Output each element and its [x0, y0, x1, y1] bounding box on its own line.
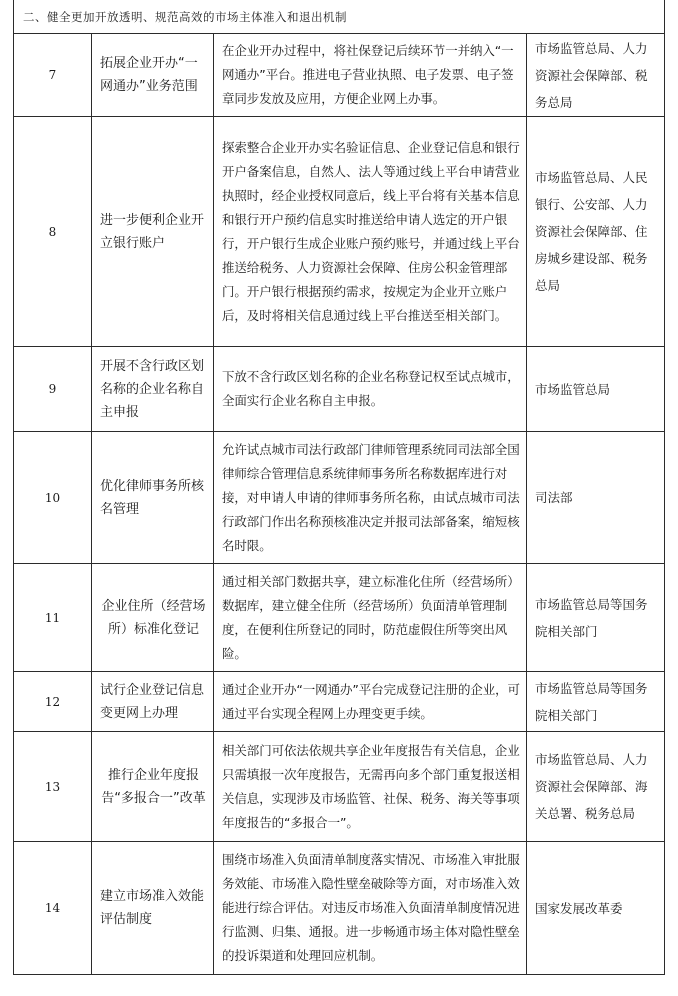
- responsible-departments: 市场监管总局、人力资源社会保障部、海关总署、税务总局: [527, 732, 665, 842]
- measure-description: 相关部门可依法依规共享企业年度报告有关信息，企业只需填报一次年度报告，无需再向多个部门重复报送相关信息，实现涉及市场监管、社保、税务、海关等事项年度报告的“多报合一”。: [214, 732, 527, 842]
- measure-title: 建立市场准入效能评估制度: [92, 842, 214, 975]
- measure-title: 开展不含行政区划名称的企业名称自主申报: [92, 347, 214, 432]
- table-row: [14, 117, 665, 347]
- responsible-departments: 市场监管总局等国务院相关部门: [527, 672, 665, 732]
- reform-measures-table: [13, 0, 665, 975]
- row-number: 10: [14, 432, 92, 564]
- measure-title: 企业住所（经营场所）标准化登记: [92, 564, 214, 672]
- measure-description: 通过企业开办“一网通办”平台完成登记注册的企业，可通过平台实现全程网上办理变更手续。: [214, 672, 527, 732]
- row-number: 14: [14, 842, 92, 975]
- measure-title: 拓展企业开办“一网通办”业务范围: [92, 34, 214, 117]
- responsible-departments: 国家发展改革委: [527, 842, 665, 975]
- responsible-departments: 市场监管总局、人力资源社会保障部、税务总局: [527, 34, 665, 117]
- row-number: 13: [14, 732, 92, 842]
- measure-title: 优化律师事务所核名管理: [92, 432, 214, 564]
- responsible-departments: 司法部: [527, 432, 665, 564]
- table-row: [14, 564, 665, 672]
- row-number: 8: [14, 117, 92, 347]
- table-row: [14, 842, 665, 975]
- table-row: [14, 432, 665, 564]
- measure-description: 通过相关部门数据共享，建立标准化住所（经营场所）数据库，建立健全住所（经营场所）负面清单管理制度，在便利住所登记的同时，防范虚假住所等突出风险。: [214, 564, 527, 672]
- measure-description: 允许试点城市司法行政部门律师管理系统同司法部全国律师综合管理信息系统律师事务所名称数据库进行对接，对申请人申请的律师事务所名称，由试点城市司法行政部门作出名称预核准决定并报司法部备案，缩短核名时限。: [214, 432, 527, 564]
- table-row: [14, 672, 665, 732]
- measure-title: 试行企业登记信息变更网上办理: [92, 672, 214, 732]
- measure-description: 下放不含行政区划名称的企业名称登记权至试点城市，全面实行企业名称自主申报。: [214, 347, 527, 432]
- row-number: 7: [14, 34, 92, 117]
- responsible-departments: 市场监管总局: [527, 347, 665, 432]
- table-row: [14, 34, 665, 117]
- measure-description: 探索整合企业开办实名验证信息、企业登记信息和银行开户备案信息，自然人、法人等通过线上平台申请营业执照时，经企业授权同意后，线上平台将有关基本信息和银行开户预约信息实时推送给申请人选定的开户银行，开户银行生成企业账户预约账号，并通过线上平台推送给税务、人力资源社会保障、住房公积金管理部门。开户银行根据预约需求，按规定为企业开立账户后，及时将相关信息通过线上平台推送至相关部门。: [214, 117, 527, 347]
- section-title: 二、健全更加开放透明、规范高效的市场主体准入和退出机制: [14, 0, 665, 34]
- row-number: 12: [14, 672, 92, 732]
- policy-document: [13, 0, 664, 996]
- measure-title: 进一步便利企业开立银行账户: [92, 117, 214, 347]
- table-row: [14, 732, 665, 842]
- section-header-row: [14, 0, 665, 34]
- measure-title: 推行企业年度报告“多报合一”改革: [92, 732, 214, 842]
- table-row: [14, 347, 665, 432]
- measure-description: 围绕市场准入负面清单制度落实情况、市场准入审批服务效能、市场准入隐性壁垒破除等方面，对市场准入效能进行综合评估。对违反市场准入负面清单制度情况进行监测、归集、通报。进一步畅通市场主体对隐性壁垒的投诉渠道和处理回应机制。: [214, 842, 527, 975]
- row-number: 11: [14, 564, 92, 672]
- responsible-departments: 市场监管总局等国务院相关部门: [527, 564, 665, 672]
- measure-description: 在企业开办过程中，将社保登记后续环节一并纳入“一网通办”平台。推进电子营业执照、电子发票、电子签章同步发放及应用，方便企业网上办事。: [214, 34, 527, 117]
- responsible-departments: 市场监管总局、人民银行、公安部、人力资源社会保障部、住房城乡建设部、税务总局: [527, 117, 665, 347]
- row-number: 9: [14, 347, 92, 432]
